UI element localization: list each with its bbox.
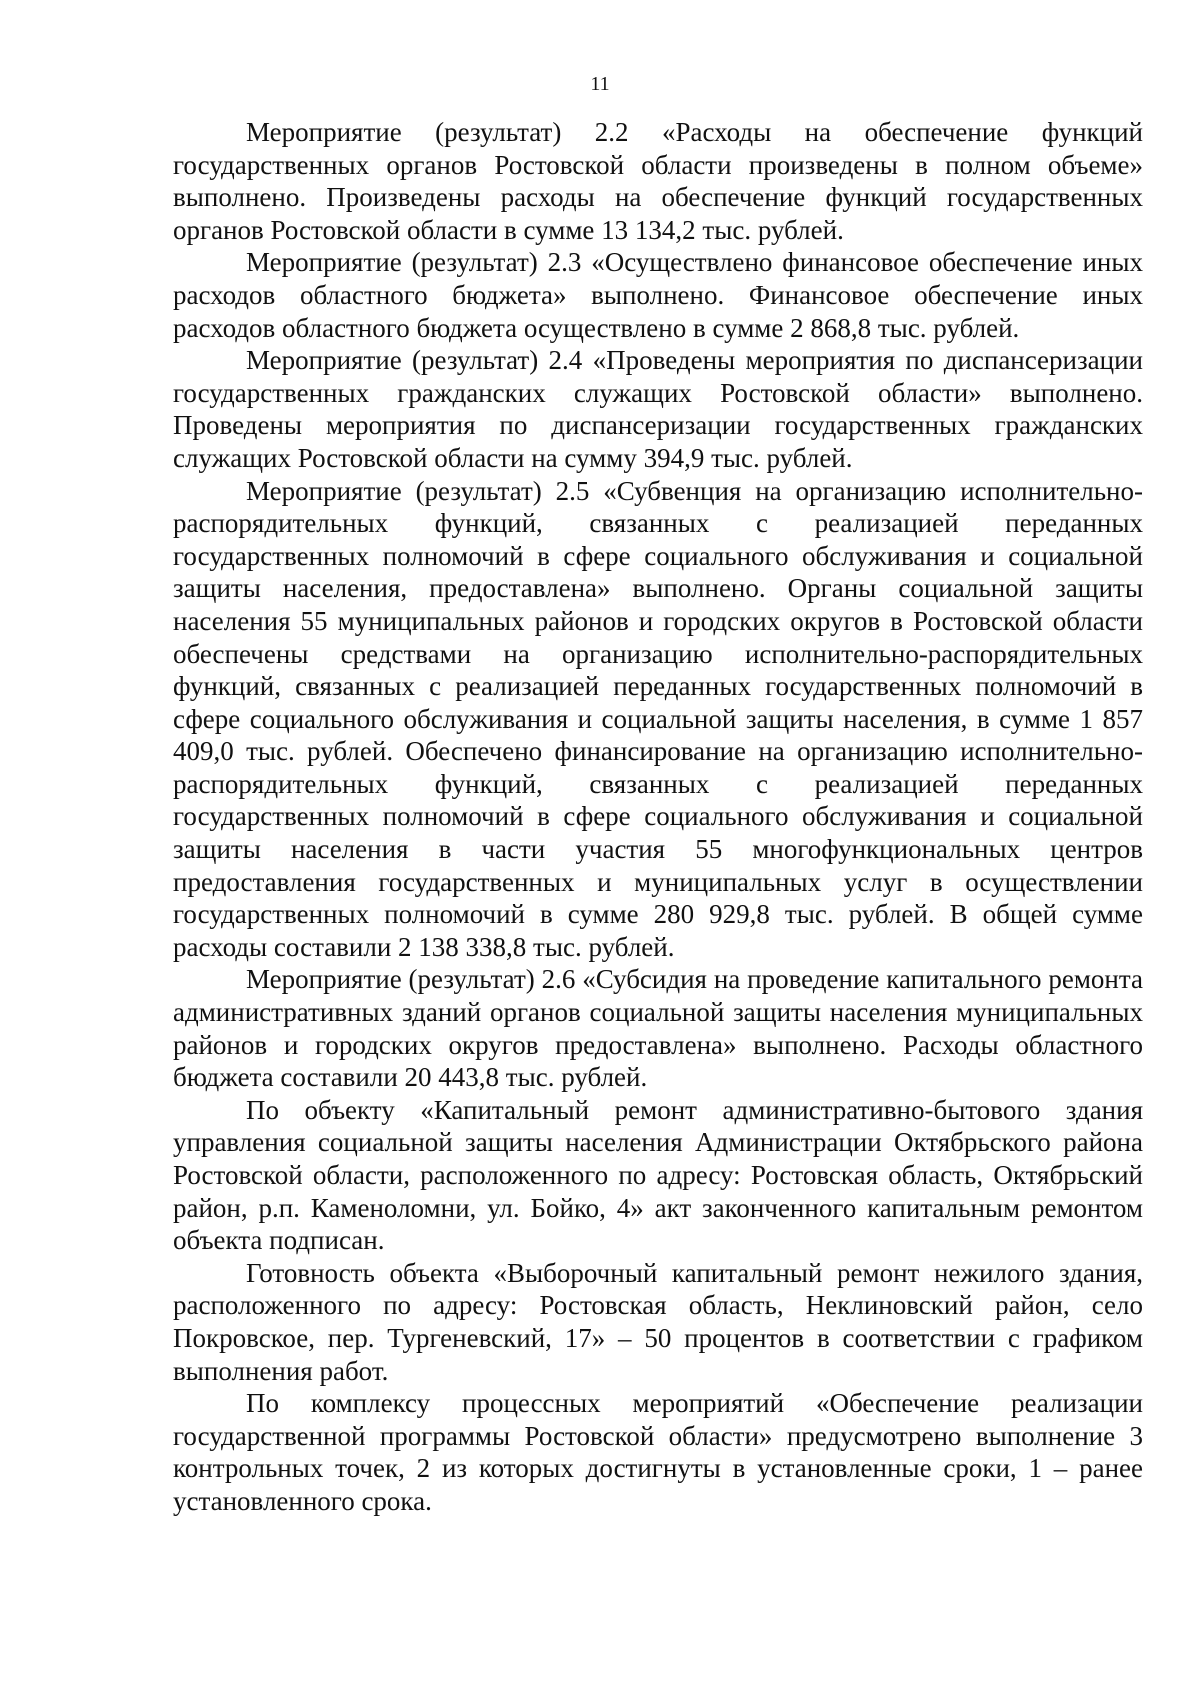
paragraph-object-kamenolomni: По объекту «Капитальный ремонт административно-бытового здания управления социальной защиты населения Администрации Октябрьского района Ростовской области, расположенного по адресу: Ростовская область, Октябрьский район, р.п. Каменоломни, ул. Бойко, 4» акт законченного капитальным ремонтом объекта подписан. — [173, 1094, 1143, 1256]
document-body — [173, 116, 1143, 1518]
paragraph-measure-2-5: Мероприятие (результат) 2.5 «Субвенция на организацию исполнительно-распорядительных функций, связанных с реализацией переданных государственных полномочий в сфере социального обслуживания и социальной защиты населения, предоставлена» выполнено. Органы социальной защиты населения 55 муниципальных районов и городских округов в Ростовской области обеспечены средствами на организацию исполнительно-распорядительных функций, связанных с реализацией переданных государственных полномочий в сфере социального обслуживания и социальной защиты населения, в сумме 1 857 409,0 тыс. рублей. Обеспечено финансирование на организацию исполнительно-распорядительных функций, связанных с реализацией переданных государственных полномочий в сфере социального обслуживания и социальной защиты населения в части участия 55 многофункциональных центров предоставления государственных и муниципальных услуг в осуществлении государственных полномочий в сумме 280 929,8 тыс. рублей. В общей сумме расходы составили 2 138 338,8 тыс. рублей. — [173, 475, 1143, 962]
paragraph-control-points: По комплексу процессных мероприятий «Обеспечение реализации государственной программы Ростовской области» предусмотрено выполнение 3 контрольных точек, 2 из которых достигнуты в установленные сроки, 1 – ранее установленного срока. — [173, 1388, 1143, 1516]
page-number: 11 — [590, 73, 610, 95]
paragraph-measure-2-2: Мероприятие (результат) 2.2 «Расходы на обеспечение функций государственных органов Ростовской области произведены в полном объеме» выполнено. Произведены расходы на обеспечение функций государственных органов Ростовской области в сумме 13 134,2 тыс. рублей. — [173, 117, 1143, 245]
paragraph-measure-2-6: Мероприятие (результат) 2.6 «Субсидия на проведение капитального ремонта административных зданий органов социальной защиты населения муниципальных районов и городских округов предоставлена» выполнено. Расходы областного бюджета составили 20 443,8 тыс. рублей. — [173, 964, 1143, 1093]
paragraph-measure-2-4: Мероприятие (результат) 2.4 «Проведены мероприятия по диспансеризации государственных гражданских служащих Ростовской области» выполнено. Проведены мероприятия по диспансеризации государственных гражданских служащих Ростовской области на сумму 394,9 тыс. рублей. — [173, 345, 1143, 473]
paragraph-object-pokrovskoe: Готовность объекта «Выборочный капитальный ремонт нежилого здания, расположенного по адресу: Ростовская область, Неклиновский район, село Покровское, пер. Тургеневский, 17» – 50 процентов в соответствии с графиком выполнения работ. — [173, 1257, 1143, 1386]
paragraph-measure-2-3: Мероприятие (результат) 2.3 «Осуществлено финансовое обеспечение иных расходов областного бюджета» выполнено. Финансовое обеспечение иных расходов областного бюджета осуществлено в сумме 2 868,8 тыс. рублей. — [173, 247, 1143, 343]
